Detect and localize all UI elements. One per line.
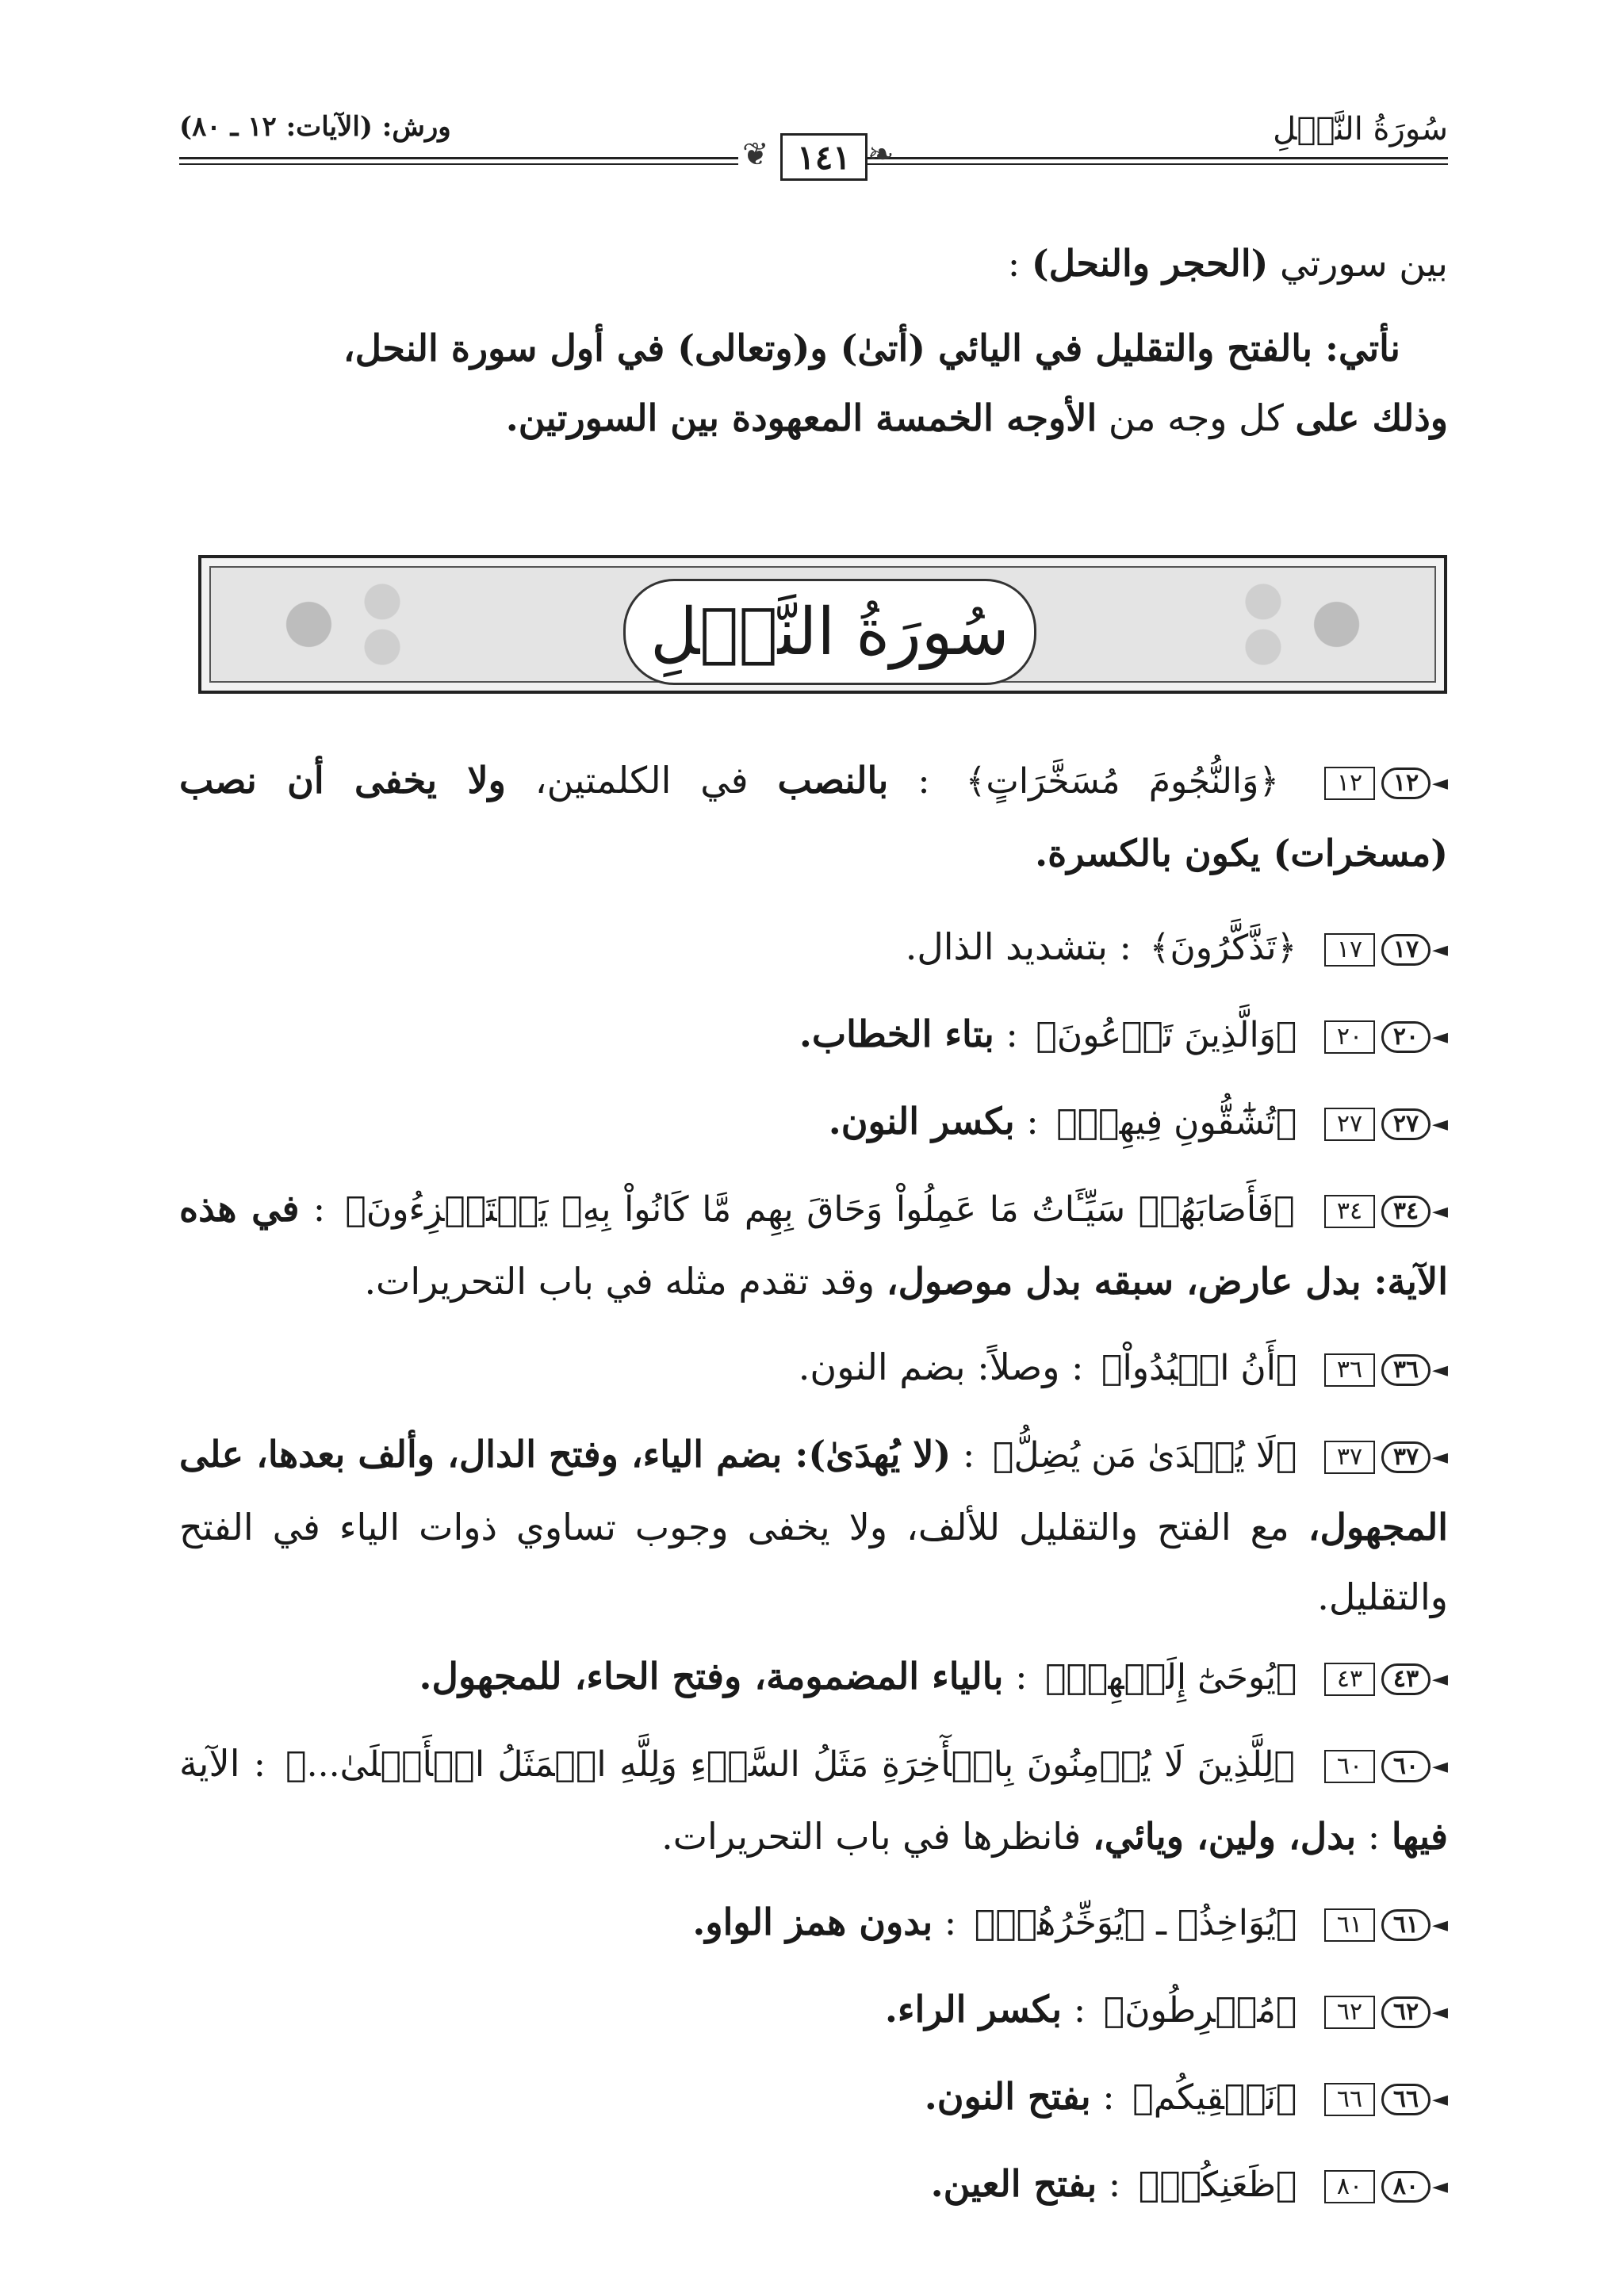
verse-marker xyxy=(1324,2152,1448,2222)
quran-quote: ﴿تُشَٰٓقُّونِ فِيهِمۡ﴾ xyxy=(1056,1102,1297,1143)
quran-quote: ﴿لَا يُهۡدَىٰ مَن يُضِلُّ﴾ xyxy=(993,1435,1297,1476)
note-text: : الآية xyxy=(179,1742,266,1785)
note-text: فانظرها في باب التحريرات. xyxy=(661,1815,1082,1858)
running-header-surah-name: سُورَةُ النَّحۡلِ xyxy=(1273,111,1448,147)
header-rule-left xyxy=(179,157,738,165)
verse-marker xyxy=(1324,915,1448,985)
verse-marker xyxy=(1324,1335,1448,1405)
verse-number-oval: ٨٠ xyxy=(1381,2171,1431,2203)
banner-cartouche xyxy=(623,579,1036,685)
quran-quote: ﴿وَالنُّجُومَ مُسَخَّرَاتٍ﴾ xyxy=(965,761,1280,802)
verse-marker xyxy=(1324,1089,1448,1159)
verse-note xyxy=(179,2149,1448,2222)
verse-marker xyxy=(1324,748,1448,818)
verse-marker xyxy=(1324,1002,1448,1072)
verse-number-oval: ٦١ xyxy=(1381,1909,1431,1941)
heading-colon: : xyxy=(1007,242,1021,285)
verse-note xyxy=(179,999,1448,1072)
verse-note xyxy=(179,745,1448,888)
verse-number-box: ٦٠ xyxy=(1324,1750,1375,1783)
verse-number-oval: ٤٣ xyxy=(1381,1663,1431,1695)
note-text: : xyxy=(1367,1815,1381,1858)
verse-number-oval: ٦٢ xyxy=(1381,1996,1431,2028)
intro-paragraph xyxy=(179,313,1448,453)
banner-surah-title: سُورَةُ النَّحۡلِ xyxy=(650,594,1009,670)
heading-bold: (الحجر والنحل) xyxy=(1031,242,1269,285)
note-bold: في هذه الآية: بدل عارض، سبقه بدل موصول، xyxy=(179,1187,1448,1303)
verse-note xyxy=(179,1974,1448,2047)
note-text: مع الفتح والتقليل للألف، ولا يخفى وجوب تساوي ذوات الياء في الفتح والتقليل. xyxy=(179,1506,1448,1618)
note-text: : xyxy=(1073,1988,1086,2031)
arrow-icon: ◄ xyxy=(1432,771,1449,795)
note-bold: (لا يُهدَىٰ): بضم الياء، وفتح الدال، وألف بعدها، على المجهول، xyxy=(179,1433,1448,1548)
verse-number-oval: ٢٠ xyxy=(1381,1021,1431,1053)
verse-note xyxy=(179,1887,1448,1960)
verse-marker xyxy=(1324,1422,1448,1492)
note-text: : xyxy=(962,1433,975,1476)
verse-number-box: ٢٠ xyxy=(1324,1020,1375,1054)
arrow-icon: ◄ xyxy=(1432,1445,1448,1469)
verse-number-oval: ١٧ xyxy=(1381,934,1431,966)
quran-quote: ﴿يُوحَىٰٓ إِلَيۡهِمۡ﴾ xyxy=(1045,1657,1297,1698)
arrow-icon: ◄ xyxy=(1432,2088,1448,2111)
verse-note xyxy=(179,1173,1448,1316)
intro-line-2-c: الأوجه الخمسة المعهودة بين السورتين. xyxy=(505,396,1097,439)
verse-marker xyxy=(1324,1644,1448,1714)
quran-quote: ﴿لِلَّذِينَ لَا يُؤۡمِنُونَ بِالۡأٓخِرَةِ مَثَلُ السَّوۡءِ وَلِلَّهِ الۡمَثَلُ الۡأَعۡلَىٰ...﴾ xyxy=(285,1744,1295,1785)
verse-note xyxy=(179,1641,1448,1714)
section-heading xyxy=(1008,242,1448,285)
verse-note xyxy=(179,1419,1448,1632)
quran-quote: ﴿فَأَصَابَهُمۡ سَيِّـَٔاتُ مَا عَمِلُواْ وَحَاقَ بِهِم مَّا كَانُواْ بِهِۦ يَسۡتَهۡزِءُونَ﴾ xyxy=(345,1189,1295,1230)
quran-quote: ﴿مُفۡرِطُونَ﴾ xyxy=(1103,1990,1297,2031)
verse-number-box: ٦٦ xyxy=(1324,2083,1375,2116)
note-text: وقد تقدم مثله في باب التحريرات. xyxy=(364,1260,875,1303)
note-text: : xyxy=(1005,1013,1018,1055)
arrow-icon: ◄ xyxy=(1432,1667,1448,1691)
arrow-icon: ◄ xyxy=(1432,2175,1448,2199)
verse-number-oval: ٣٧ xyxy=(1381,1441,1431,1473)
note-bold: ولا يخفى أن نصب (مسخرات) يكون بالكسرة. xyxy=(179,759,1448,875)
verse-number-oval: ٦٠ xyxy=(1381,1751,1431,1782)
arrow-icon: ◄ xyxy=(1432,1913,1448,1937)
verse-marker xyxy=(1324,1977,1448,2047)
note-bold: بكسر النون. xyxy=(828,1100,1015,1143)
note-bold: فيها xyxy=(1391,1815,1448,1858)
note-bold: بفتح العين. xyxy=(930,2162,1097,2205)
verse-number-box: ٢٧ xyxy=(1324,1108,1375,1141)
intro-line-2-a: وذلك على xyxy=(1295,396,1448,439)
verse-number-oval: ٢٧ xyxy=(1381,1108,1431,1140)
arrow-icon: ◄ xyxy=(1432,1112,1448,1136)
verse-marker xyxy=(1324,1177,1448,1246)
verse-number-box: ٦١ xyxy=(1324,1908,1375,1942)
verse-note xyxy=(179,1086,1448,1159)
quran-quote: ﴿نَسۡقِيكُم﴾ xyxy=(1132,2077,1297,2118)
note-bold: بفتح النون. xyxy=(924,2075,1091,2118)
banner-arabesque-ornament xyxy=(209,566,1436,683)
note-bold: بكسر الراء. xyxy=(884,1988,1063,2031)
verse-marker xyxy=(1324,1890,1448,1960)
verse-note xyxy=(179,912,1448,985)
note-text: : xyxy=(917,759,930,802)
arrow-icon: ◄ xyxy=(1432,1358,1448,1382)
quran-quote: ﴿أَنُ اعۡبُدُواْ﴾ xyxy=(1101,1348,1297,1388)
page-number: ١٤١ xyxy=(780,133,868,181)
quran-quote: ﴿ظَعَنِكُمۡ﴾ xyxy=(1138,2165,1297,2205)
verse-number-oval: ٣٤ xyxy=(1381,1196,1431,1227)
note-text: : xyxy=(1015,1655,1028,1698)
arrow-icon: ◄ xyxy=(1432,2000,1448,2024)
note-text: : xyxy=(312,1187,326,1230)
arrow-icon: ◄ xyxy=(1432,938,1448,962)
quran-quote: ﴿يُوَاخِذُ﴾ ـ ﴿يُوَخِّرُهُمۡ﴾ xyxy=(974,1903,1297,1943)
intro-line-2-b: كل وجه من xyxy=(1108,396,1284,439)
note-text: : بتشديد الذال. xyxy=(905,925,1132,968)
note-bold: بتاء الخطاب. xyxy=(799,1013,994,1055)
verse-number-box: ٦٢ xyxy=(1324,1996,1375,2029)
note-text: : xyxy=(1102,2075,1115,2118)
intro-line-1: نأتي: بالفتح والتقليل في اليائي (أتىٰ) و(وتعالى) في أول سورة النحل، xyxy=(343,327,1400,369)
surah-title-banner xyxy=(198,555,1447,694)
arrow-icon: ◄ xyxy=(1432,1755,1448,1778)
arrow-icon: ◄ xyxy=(1432,1200,1449,1223)
verse-number-box: ١٧ xyxy=(1324,933,1375,967)
quran-quote: ﴿وَالَّذِينَ تَدۡعُونَ﴾ xyxy=(1036,1015,1297,1055)
arrow-icon: ◄ xyxy=(1432,1025,1448,1049)
quran-quote: ﴿تَذَّكَّرُونَ﴾ xyxy=(1149,928,1297,968)
note-bold: بالياء المضمومة، وفتح الحاء، للمجهول. xyxy=(419,1655,1004,1698)
flourish-ornament-left: ❦ xyxy=(742,136,769,173)
verse-number-box: ٣٤ xyxy=(1324,1195,1375,1228)
verse-number-oval: ٦٦ xyxy=(1381,2084,1431,2115)
verse-number-box: ٣٦ xyxy=(1324,1353,1375,1387)
verse-number-oval: ٣٦ xyxy=(1381,1354,1431,1386)
verse-number-box: ١٢ xyxy=(1324,767,1375,800)
note-text: : xyxy=(1108,2162,1121,2205)
flourish-ornament-right: ❧ xyxy=(868,136,894,173)
verse-marker xyxy=(1324,1732,1448,1801)
note-bold: بدل، ولين، ويائي، xyxy=(1092,1815,1357,1858)
note-bold: بدون همز الواو. xyxy=(692,1901,933,1943)
note-text: : xyxy=(1026,1100,1039,1143)
note-text: : وصلاً: بضم النون. xyxy=(798,1346,1084,1388)
header-rule-right xyxy=(865,157,1448,165)
verse-number-box: ٨٠ xyxy=(1324,2170,1375,2203)
verse-note xyxy=(179,1728,1448,1871)
note-text: في الكلمتين، xyxy=(534,759,749,802)
verse-number-box: ٣٧ xyxy=(1324,1441,1375,1474)
verse-note xyxy=(179,2061,1448,2134)
verse-number-oval: ١٢ xyxy=(1381,768,1431,799)
note-text: : xyxy=(944,1901,957,1943)
verse-note xyxy=(179,1332,1448,1405)
verse-marker xyxy=(1324,2065,1448,2134)
note-bold: بالنصب xyxy=(777,759,889,802)
heading-prefix: بين سورتي xyxy=(1280,242,1448,285)
running-header-ayat-range: ورش: (الآيات: ١٢ ـ ٨٠) xyxy=(179,111,451,143)
verse-number-box: ٤٣ xyxy=(1324,1663,1375,1696)
